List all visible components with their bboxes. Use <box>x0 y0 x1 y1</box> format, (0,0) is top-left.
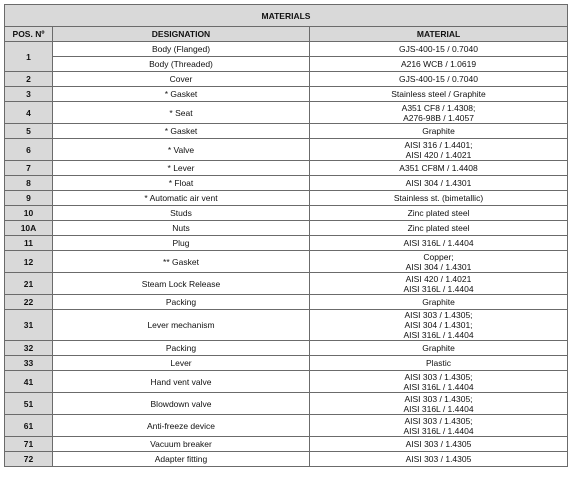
pos-cell: 11 <box>5 236 53 251</box>
designation-cell: * Gasket <box>53 124 310 139</box>
pos-cell: 51 <box>5 393 53 415</box>
table-row <box>5 176 568 191</box>
designation-cell: Adapter fitting <box>53 452 310 467</box>
designation-cell: * Gasket <box>53 87 310 102</box>
table-row <box>5 102 568 124</box>
table-row <box>5 356 568 371</box>
designation-cell: ** Gasket <box>53 251 310 273</box>
pos-cell: 3 <box>5 87 53 102</box>
pos-cell: 32 <box>5 341 53 356</box>
designation-cell: Lever <box>53 356 310 371</box>
table-row <box>5 124 568 139</box>
material-cell: AISI 316L / 1.4404 <box>310 236 568 251</box>
designation-cell: Plug <box>53 236 310 251</box>
designation-cell: Anti-freeze device <box>53 415 310 437</box>
designation-cell: Packing <box>53 341 310 356</box>
designation-cell: * Automatic air vent <box>53 191 310 206</box>
designation-cell: Blowdown valve <box>53 393 310 415</box>
pos-cell: 7 <box>5 161 53 176</box>
pos-cell: 2 <box>5 72 53 87</box>
table-row <box>5 236 568 251</box>
material-cell: Graphite <box>310 295 568 310</box>
designation-cell: Hand vent valve <box>53 371 310 393</box>
pos-cell: 5 <box>5 124 53 139</box>
pos-cell: 22 <box>5 295 53 310</box>
pos-cell: 10A <box>5 221 53 236</box>
designation-cell: * Valve <box>53 139 310 161</box>
table-row <box>5 87 568 102</box>
column-header-designation: DESIGNATION <box>53 27 310 42</box>
material-cell: AISI 303 / 1.4305; AISI 316L / 1.4404 <box>310 393 568 415</box>
table-row <box>5 341 568 356</box>
pos-cell: 21 <box>5 273 53 295</box>
column-header-pos: POS. Nº <box>5 27 53 42</box>
table-row <box>5 206 568 221</box>
material-cell: AISI 303 / 1.4305; AISI 316L / 1.4404 <box>310 415 568 437</box>
designation-cell: Body (Flanged) <box>53 42 310 57</box>
table-row <box>5 295 568 310</box>
material-cell: AISI 303 / 1.4305; AISI 316L / 1.4404 <box>310 371 568 393</box>
table-row <box>5 437 568 452</box>
material-cell: Stainless st. (bimetallic) <box>310 191 568 206</box>
material-cell: Graphite <box>310 124 568 139</box>
material-cell: AISI 303 / 1.4305 <box>310 452 568 467</box>
designation-cell: Nuts <box>53 221 310 236</box>
pos-cell: 9 <box>5 191 53 206</box>
material-cell: AISI 303 / 1.4305; AISI 304 / 1.4301; AISI 316L / 1.4404 <box>310 310 568 341</box>
table-row <box>5 57 568 72</box>
material-cell: GJS-400-15 / 0.7040 <box>310 72 568 87</box>
designation-cell: Lever mechanism <box>53 310 310 341</box>
material-cell: AISI 420 / 1.4021 AISI 316L / 1.4404 <box>310 273 568 295</box>
table-row <box>5 452 568 467</box>
pos-cell: 61 <box>5 415 53 437</box>
designation-cell: Packing <box>53 295 310 310</box>
table-row <box>5 191 568 206</box>
designation-cell: Studs <box>53 206 310 221</box>
designation-cell: * Lever <box>53 161 310 176</box>
designation-cell: * Float <box>53 176 310 191</box>
material-cell: AISI 316 / 1.4401; AISI 420 / 1.4021 <box>310 139 568 161</box>
pos-cell: 12 <box>5 251 53 273</box>
material-cell: Copper; AISI 304 / 1.4301 <box>310 251 568 273</box>
material-cell: Graphite <box>310 341 568 356</box>
pos-cell: 72 <box>5 452 53 467</box>
material-cell: AISI 303 / 1.4305 <box>310 437 568 452</box>
table-row <box>5 221 568 236</box>
table-row <box>5 273 568 295</box>
material-cell: A351 CF8M / 1.4408 <box>310 161 568 176</box>
pos-cell: 1 <box>5 42 53 72</box>
material-cell: A351 CF8 / 1.4308; A276-98B / 1.4057 <box>310 102 568 124</box>
material-cell: Stainless steel / Graphite <box>310 87 568 102</box>
table-row <box>5 161 568 176</box>
table-row <box>5 139 568 161</box>
material-cell: A216 WCB / 1.0619 <box>310 57 568 72</box>
pos-cell: 8 <box>5 176 53 191</box>
material-cell: GJS-400-15 / 0.7040 <box>310 42 568 57</box>
designation-cell: Cover <box>53 72 310 87</box>
designation-cell: Body (Threaded) <box>53 57 310 72</box>
material-cell: Plastic <box>310 356 568 371</box>
pos-cell: 31 <box>5 310 53 341</box>
material-cell: Zinc plated steel <box>310 206 568 221</box>
pos-cell: 6 <box>5 139 53 161</box>
pos-cell: 10 <box>5 206 53 221</box>
pos-cell: 4 <box>5 102 53 124</box>
designation-cell: * Seat <box>53 102 310 124</box>
table-row <box>5 310 568 341</box>
table-body <box>5 42 568 467</box>
designation-cell: Vacuum breaker <box>53 437 310 452</box>
material-cell: AISI 304 / 1.4301 <box>310 176 568 191</box>
material-cell: Zinc plated steel <box>310 221 568 236</box>
table-row <box>5 72 568 87</box>
table-row <box>5 42 568 57</box>
pos-cell: 71 <box>5 437 53 452</box>
pos-cell: 33 <box>5 356 53 371</box>
designation-cell: Steam Lock Release <box>53 273 310 295</box>
table-row <box>5 415 568 437</box>
table-row <box>5 393 568 415</box>
materials-table <box>4 4 568 467</box>
table-row <box>5 251 568 273</box>
column-header-material: MATERIAL <box>310 27 568 42</box>
table-title: MATERIALS <box>5 5 568 27</box>
pos-cell: 41 <box>5 371 53 393</box>
table-row <box>5 371 568 393</box>
